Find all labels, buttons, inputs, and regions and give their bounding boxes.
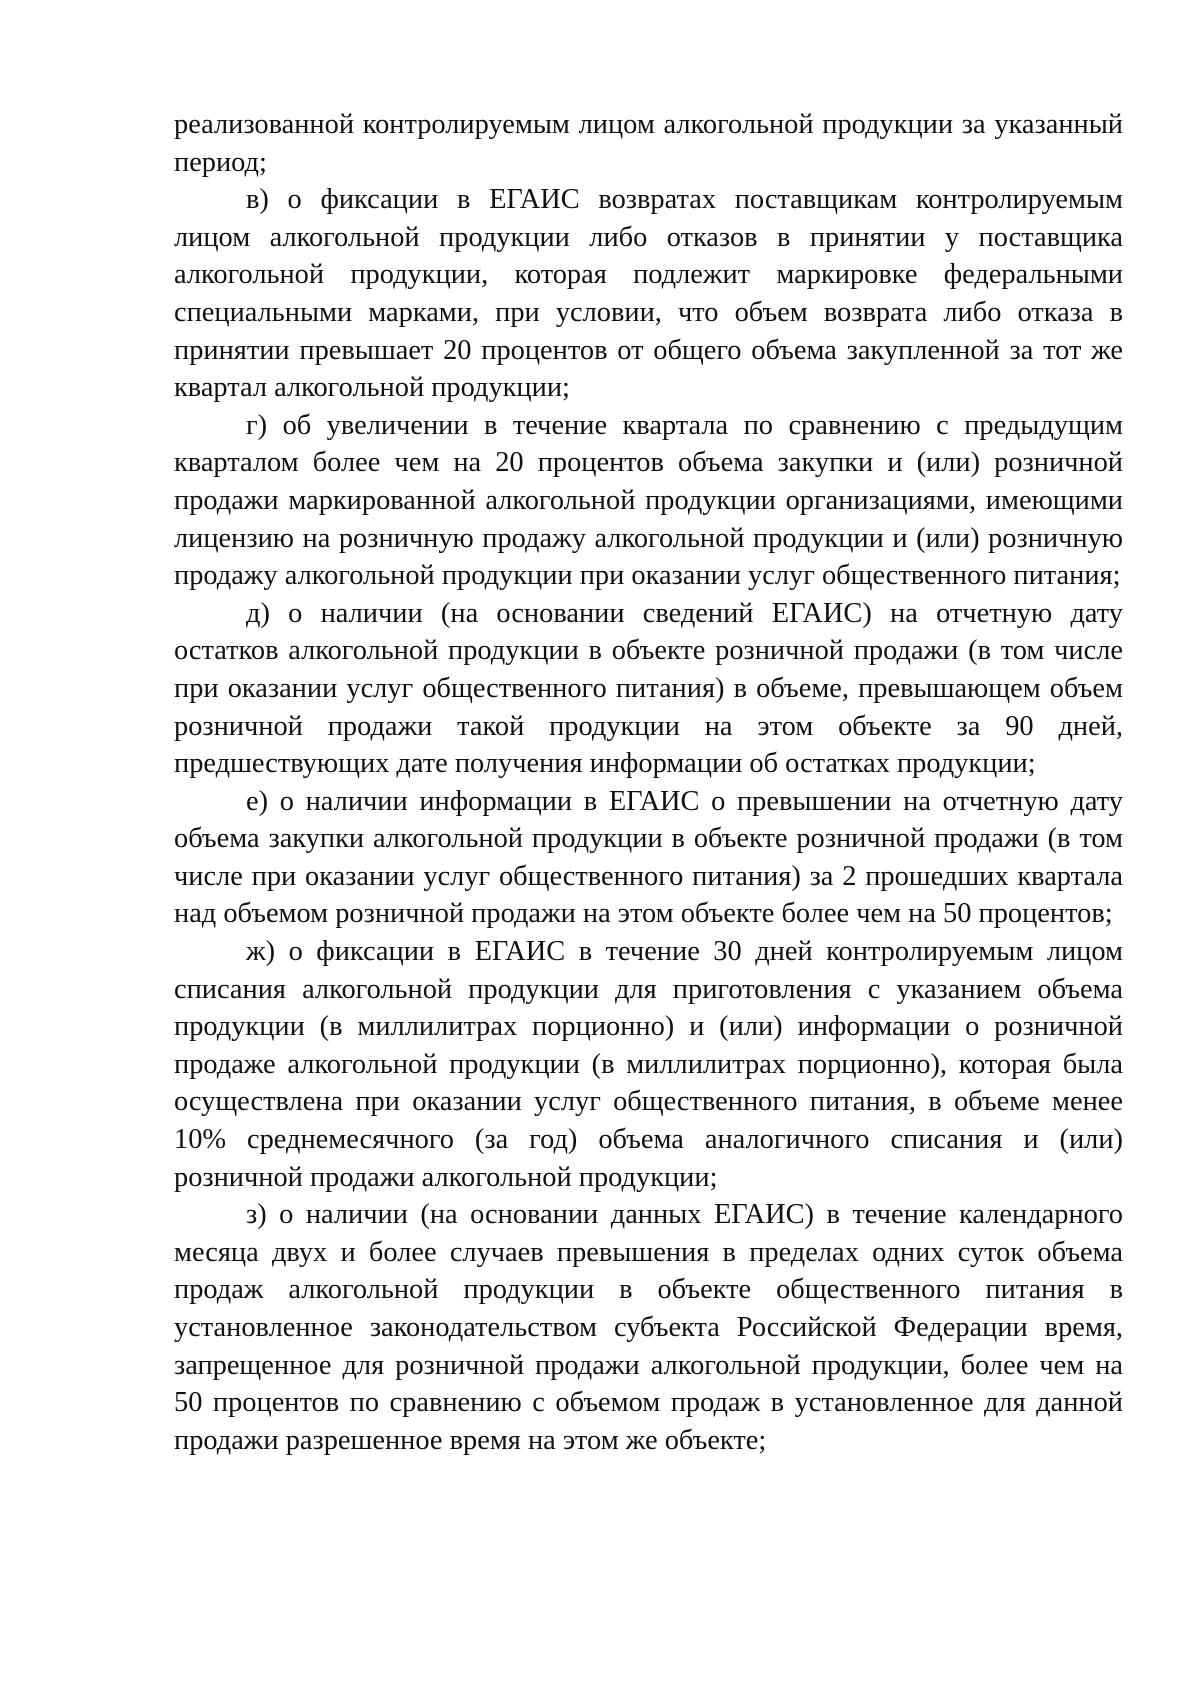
paragraph-item-g: г) об увеличении в течение квартала по сравнению с предыдущим кварталом более чем на 20 процентов объема закупки и (или) розничной продажи маркированной алкогольной продукции организациями, имеющими лицензию на розничную продажу алкогольной продукции и (или) розничную продажу алкогольной продукции при оказании услуг общественного питания; bbox=[174, 409, 1123, 592]
paragraph-item-z: з) о наличии (на основании данных ЕГАИС) в течение календарного месяца двух и более случаев превышения в пределах одних суток объема продаж алкогольной продукции в объекте общественного питания в установленное законодательством субъекта Российской Федерации время, запрещенное для розничной продажи алкогольной продукции, более чем на 50 процентов по сравнению с объемом продаж в установленное для данной продажи разрешенное время на этом же объекте; bbox=[174, 1199, 1123, 1456]
paragraph-item-zh: ж) о фиксации в ЕГАИС в течение 30 дней контролируемым лицом списания алкогольной продукции для приготовления с указанием объема продукции (в миллилитрах порционно) и (или) информации о розничной продаже алкогольной продукции (в миллилитрах порционно), которая была осуществлена при оказании услуг общественного питания, в объеме менее 10% среднемесячного (за год) объема аналогичного списания и (или) розничной продажи алкогольной продукции; bbox=[174, 936, 1123, 1193]
paragraph-continuation: реализованной контролируемым лицом алкогольной продукции за указанный период; bbox=[174, 109, 1123, 178]
paragraph-item-e: е) о наличии информации в ЕГАИС о превышении на отчетную дату объема закупки алкогольной продукции в объекте розничной продажи (в том числе при оказании услуг общественного питания) за 2 прошедших квартала над объемом розничной продажи на этом объекте более чем на 50 процентов; bbox=[174, 785, 1123, 930]
document-page bbox=[174, 106, 1123, 1459]
paragraph-item-d: д) о наличии (на основании сведений ЕГАИС) на отчетную дату остатков алкогольной продукции в объекте розничной продажи (в том числе при оказании услуг общественного питания) в объеме, превышающем объем розничной продажи такой продукции на этом объекте за 90 дней, предшествующих дате получения информации об остатках продукции; bbox=[174, 597, 1123, 780]
paragraph-item-v: в) о фиксации в ЕГАИС возвратах поставщикам контролируемым лицом алкогольной продукции либо отказов в принятии у поставщика алкогольной продукции, которая подлежит маркировке федеральными специальными марками, при условии, что объем возврата либо отказа в принятии превышает 20 процентов от общего объема закупленной за тот же квартал алкогольной продукции; bbox=[174, 184, 1123, 404]
